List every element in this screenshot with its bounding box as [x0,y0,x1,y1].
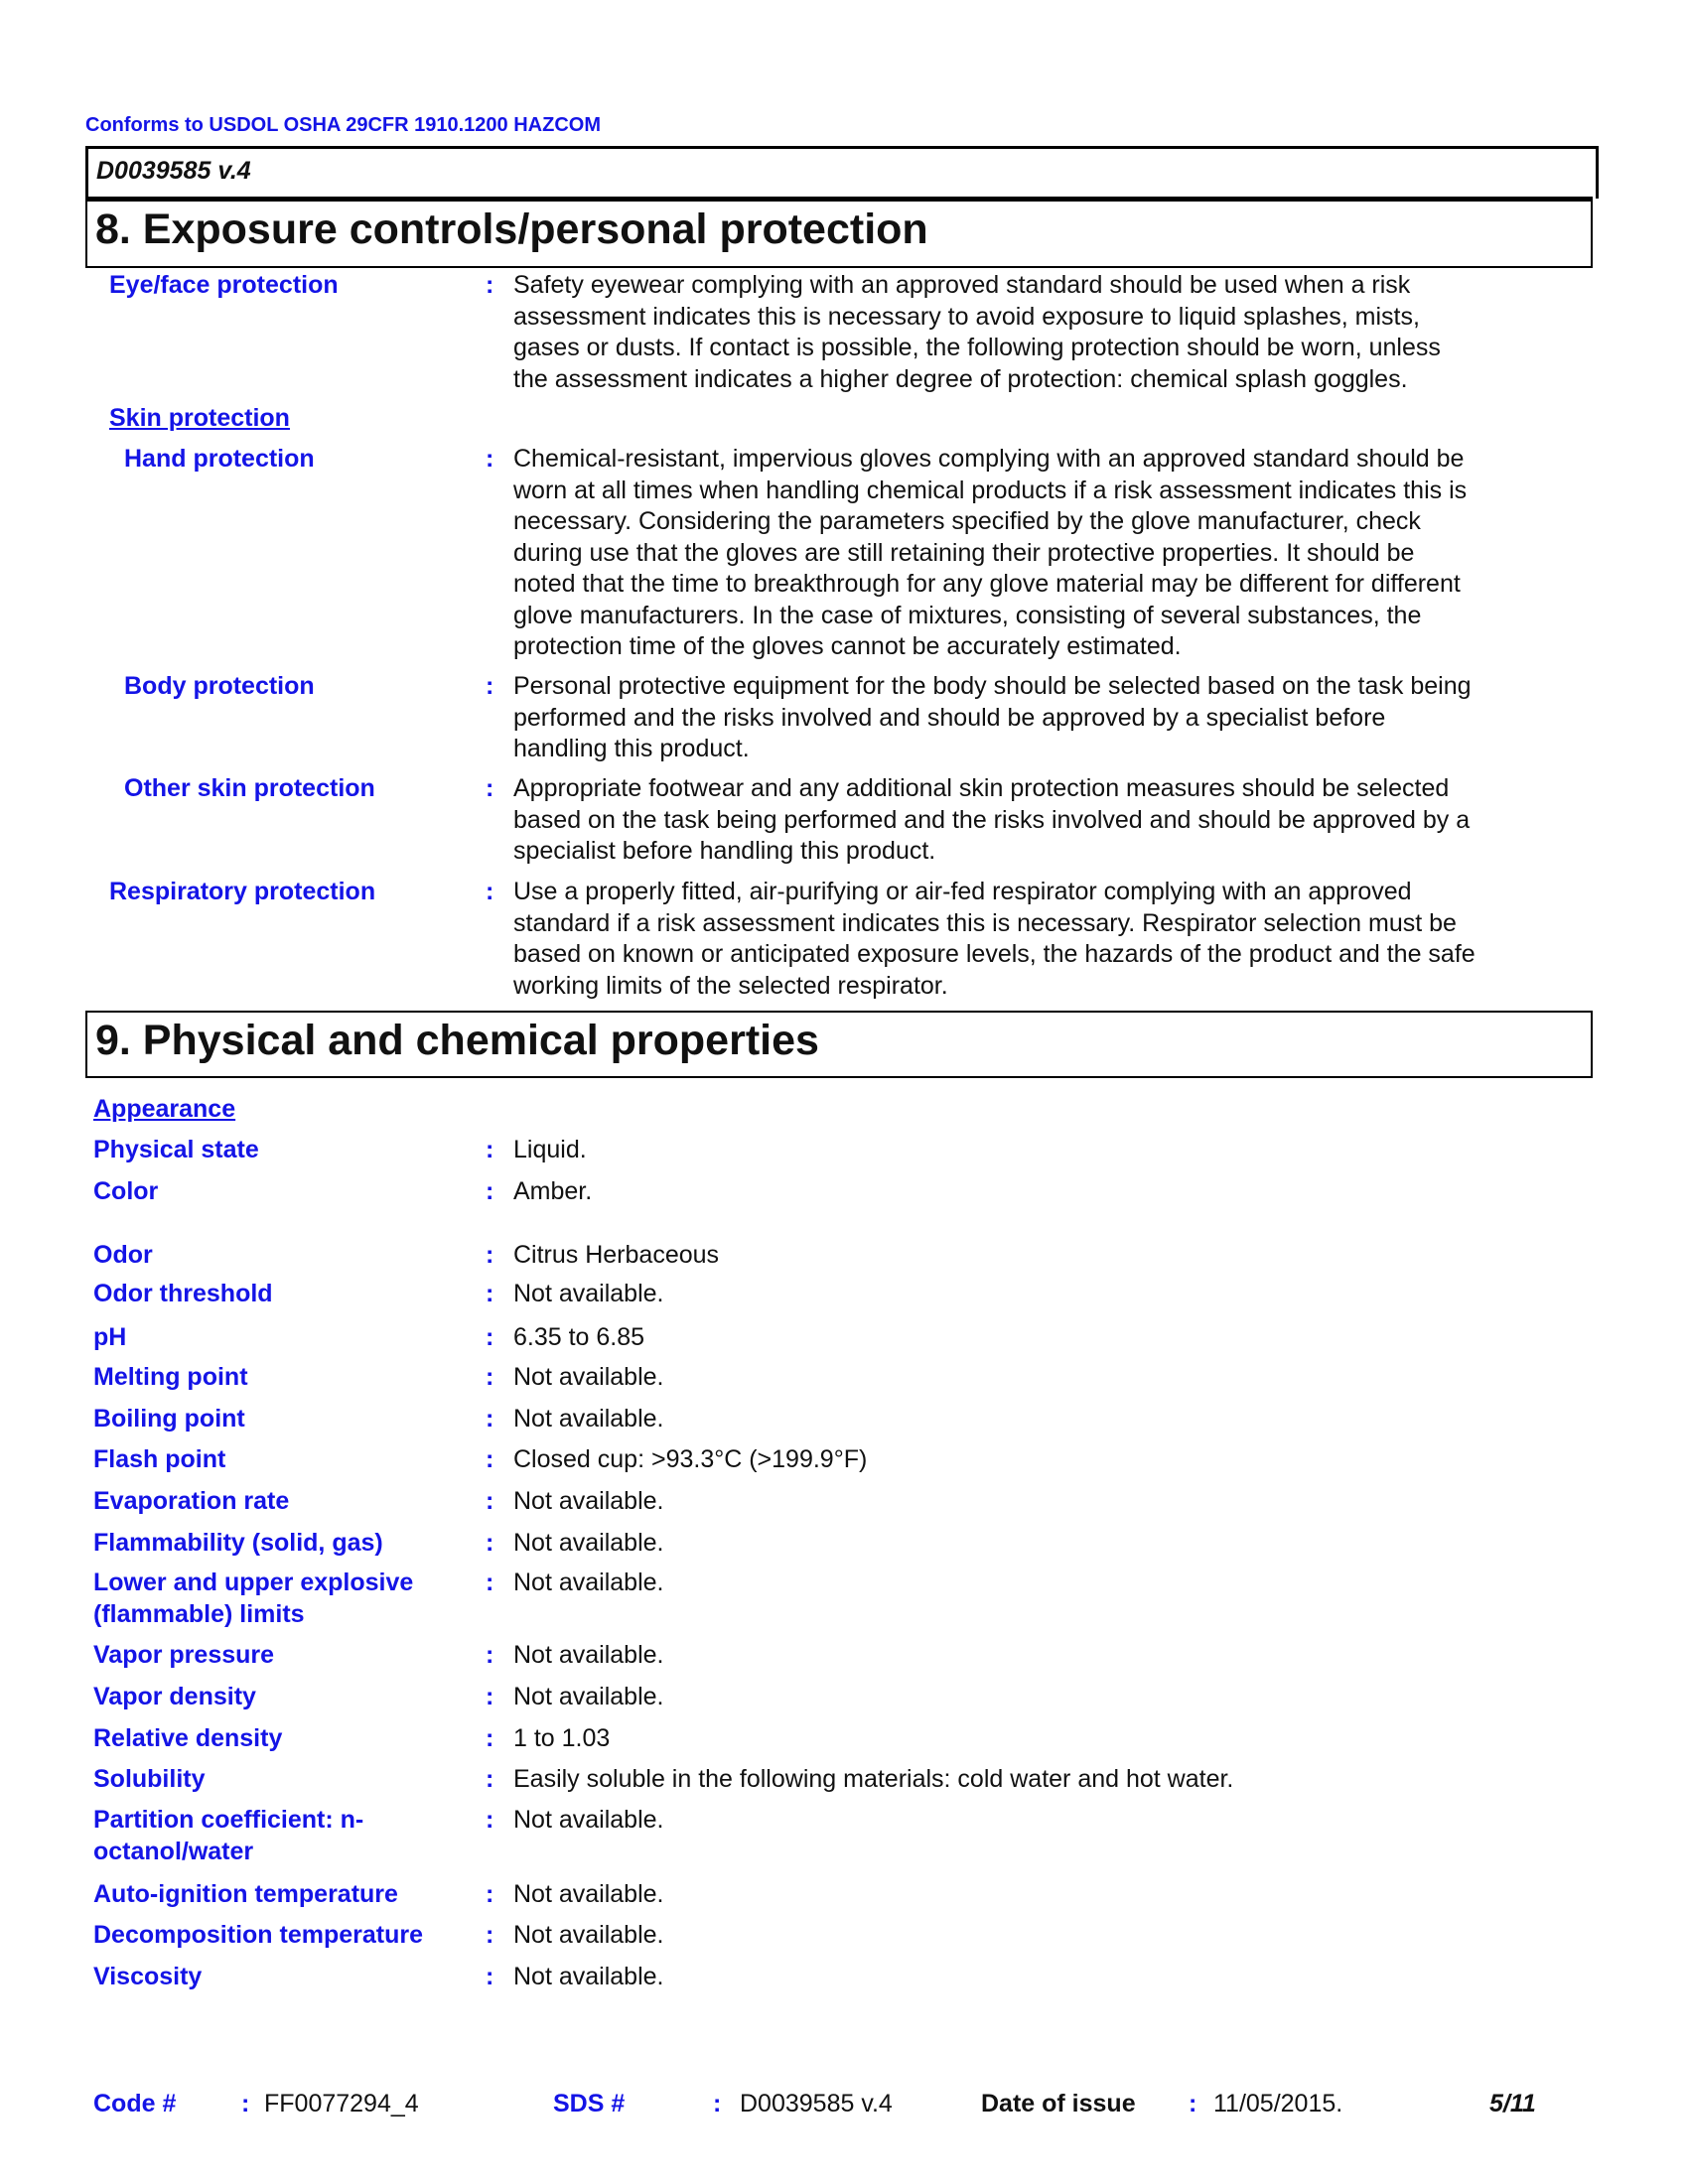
separator-colon: : [486,1280,494,1307]
separator-colon: : [486,1641,494,1669]
property-label [93,1920,461,1952]
footer-code-label: Code # [93,2090,177,2117]
property-label [109,270,477,302]
property-value-line: worn at all times when handling chemical products if a risk assessment indicates this is [513,476,1468,504]
property-label [93,1640,461,1672]
separator-colon: : [486,1765,494,1793]
property-label-line: Vapor pressure [93,1641,275,1669]
property-value-line: Easily soluble in the following materials: cold water and hot water. [513,1765,1234,1793]
property-value-line: Appropriate footwear and any additional skin protection measures should be selected [513,774,1450,802]
property-value-line: the assessment indicates a higher degree of protection: chemical splash goggles. [513,364,1408,393]
separator-colon: : [486,1405,494,1433]
property-value [513,1879,1606,1911]
property-value-line: performed and the risks involved and should be approved by a specialist before [513,703,1386,732]
property-value [513,1920,1606,1952]
property-value [513,1640,1606,1672]
property-value [513,1240,1606,1272]
property-label-line: Solubility [93,1765,206,1793]
footer-sds-value: D0039585 v.4 [740,2090,893,2117]
property-value-line: Not available. [513,1569,664,1596]
property-value [513,270,1606,395]
property-label [93,1135,461,1166]
separator-colon: : [486,1323,494,1351]
footer-colon: : [713,2090,722,2117]
property-value-line: glove manufacturers. In the case of mixtures, consisting of several substances, the [513,601,1422,629]
property-label-line: Eye/face protection [109,271,339,299]
property-value-line: Chemical-resistant, impervious gloves complying with an approved standard should be [513,445,1465,473]
property-label [93,1723,461,1755]
property-value-line: Not available. [513,1280,664,1307]
property-value-line: 1 to 1.03 [513,1724,611,1752]
subsection-heading [109,403,477,435]
property-label [93,1764,461,1796]
property-label-line: Melting point [93,1363,248,1391]
property-label-line: Boiling point [93,1405,245,1433]
property-value-line: Not available. [513,1683,664,1710]
conformance-note: Conforms to USDOL OSHA 29CFR 1910.1200 HAZCOM [85,114,601,136]
property-value-line: Not available. [513,1806,664,1834]
property-label [93,1322,461,1354]
property-value-line: 6.35 to 6.85 [513,1323,645,1351]
property-label [109,877,477,908]
property-value [513,1962,1606,1993]
footer-date-label: Date of issue [981,2090,1136,2117]
property-value-line: working limits of the selected respirator. [513,971,948,1000]
property-value [513,1486,1606,1518]
property-label [124,444,492,476]
separator-colon: : [486,1445,494,1473]
footer-code-value: FF0077294_4 [264,2090,419,2117]
property-label [93,1240,461,1272]
separator-colon: : [486,1241,494,1269]
property-label [93,1486,461,1518]
separator-colon: : [486,1921,494,1949]
property-label-line: Respiratory protection [109,878,376,905]
property-label-line: Color [93,1177,159,1205]
document-id: D0039585 v.4 [96,157,251,185]
property-value-line: Amber. [513,1177,593,1205]
property-value-line: Not available. [513,1921,664,1949]
separator-colon: : [486,1136,494,1163]
property-label [93,1176,461,1208]
property-value [513,1176,1606,1208]
separator-colon: : [486,271,494,299]
property-label-line: Odor threshold [93,1280,273,1307]
property-label-line: (flammable) limits [93,1599,305,1628]
section-8-header [85,197,1593,268]
property-label [93,1682,461,1713]
separator-colon: : [486,672,494,700]
separator-colon: : [486,1569,494,1596]
property-label-line: Flash point [93,1445,226,1473]
property-value-line: specialist before handling this product. [513,837,936,865]
separator-colon: : [486,1963,494,1990]
property-label [93,1279,461,1310]
property-label [93,1568,461,1630]
property-value [513,1723,1606,1755]
property-label [124,773,492,805]
separator-colon: : [486,1529,494,1557]
separator-colon: : [486,1177,494,1205]
property-label-line: pH [93,1323,127,1351]
property-label-line: Auto-ignition temperature [93,1880,398,1908]
property-label-line: Physical state [93,1136,259,1163]
property-label-line: Flammability (solid, gas) [93,1529,383,1557]
property-value [513,773,1606,868]
property-value [513,877,1606,1002]
separator-colon: : [486,1880,494,1908]
property-label-line: Body protection [124,672,315,700]
property-value-line: necessary. Considering the parameters specified by the glove manufacturer, check [513,507,1421,535]
property-value [513,1279,1606,1310]
property-value-line: Not available. [513,1363,664,1391]
property-value-line: based on known or anticipated exposure levels, the hazards of the product and the safe [513,940,1476,968]
property-value-line: Safety eyewear complying with an approved standard should be used when a risk [513,271,1411,299]
property-label [124,671,492,703]
property-value-line: Liquid. [513,1136,587,1163]
property-label [93,1805,461,1867]
footer-colon: : [1189,2090,1197,2117]
footer-sds-label: SDS # [553,2090,626,2117]
property-value [513,1528,1606,1560]
property-value-line: Not available. [513,1963,664,1990]
property-value-line: noted that the time to breakthrough for any glove material may be different for different [513,570,1461,598]
footer-colon: : [241,2090,250,2117]
subsection-heading [93,1094,461,1126]
property-value-line: Closed cup: >93.3°C (>199.9°F) [513,1445,868,1473]
property-label-line: Hand protection [124,445,315,473]
property-label-line: Viscosity [93,1963,203,1990]
property-label-line: Evaporation rate [93,1487,290,1515]
separator-colon: : [486,878,494,905]
section-9-header [85,1011,1593,1078]
property-value-line: Use a properly fitted, air-purifying or air-fed respirator complying with an approved [513,878,1412,905]
property-value-line: based on the task being performed and the risks involved and should be approved by a [513,805,1471,834]
property-value-line: standard if a risk assessment indicates this is necessary. Respirator selection must be [513,908,1457,937]
separator-colon: : [486,445,494,473]
property-label [93,1962,461,1993]
separator-colon: : [486,774,494,802]
property-label-line: Odor [93,1241,153,1269]
property-value-line: Not available. [513,1529,664,1557]
property-value [513,1444,1606,1476]
property-value-line: protection time of the gloves cannot be accurately estimated. [513,632,1182,660]
property-label-line: Partition coefficient: n- [93,1806,364,1834]
separator-colon: : [486,1724,494,1752]
property-label-line: Lower and upper explosive [93,1569,414,1596]
property-value-line: Not available. [513,1641,664,1669]
property-value [513,1764,1606,1796]
property-value-line: Not available. [513,1405,664,1433]
property-label [93,1528,461,1560]
property-value-line: assessment indicates this is necessary to avoid exposure to liquid splashes, mists, [513,302,1420,331]
property-value [513,1322,1606,1354]
property-label-line: Appearance [93,1095,236,1123]
property-label [93,1879,461,1911]
property-label-line: Relative density [93,1724,283,1752]
property-value [513,1805,1606,1837]
separator-colon: : [486,1487,494,1515]
separator-colon: : [486,1683,494,1710]
document-id-box [85,146,1599,199]
property-value [513,1362,1606,1394]
property-value-line: Not available. [513,1880,664,1908]
property-label-line: Skin protection [109,404,290,432]
property-value [513,1404,1606,1435]
property-value-line: during use that the gloves are still retaining their protective properties. It should be [513,538,1415,567]
section-9-title: 9. Physical and chemical properties [95,1017,819,1064]
page-number: 5/11 [1489,2090,1536,2117]
property-value [513,444,1606,663]
property-label-line: Other skin protection [124,774,375,802]
section-8-title: 8. Exposure controls/personal protection [95,205,928,253]
property-value-line: handling this product. [513,735,750,762]
property-label [93,1362,461,1394]
property-value [513,671,1606,765]
property-value-line: gases or dusts. If contact is possible, the following protection should be worn, unless [513,334,1441,361]
property-label [93,1444,461,1476]
footer-date-value: 11/05/2015. [1213,2090,1343,2117]
property-value [513,1568,1606,1599]
property-label-line: Decomposition temperature [93,1921,424,1949]
property-label-line: octanol/water [93,1837,254,1865]
property-value [513,1135,1606,1166]
property-label [93,1404,461,1435]
separator-colon: : [486,1363,494,1391]
property-value-line: Citrus Herbaceous [513,1241,720,1269]
property-value [513,1682,1606,1713]
property-label-line: Vapor density [93,1683,256,1710]
property-value-line: Personal protective equipment for the body should be selected based on the task being [513,672,1472,700]
separator-colon: : [486,1806,494,1834]
property-value-line: Not available. [513,1487,664,1515]
